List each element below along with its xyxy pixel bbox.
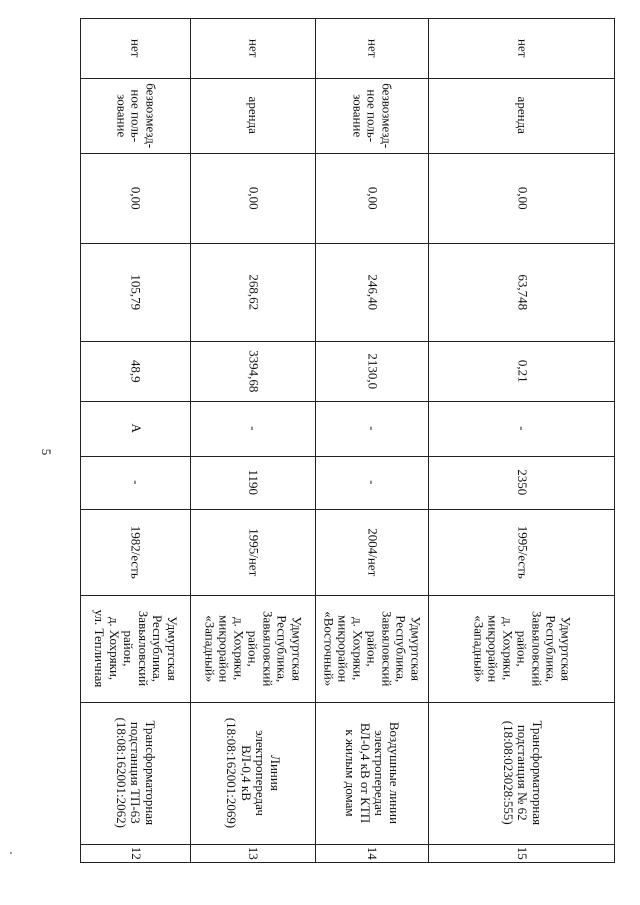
table-cell-area [428, 341, 615, 401]
cell-text: 2130,0 [364, 353, 380, 389]
table-cell-book-value [80, 243, 190, 341]
cell-text: аренда [245, 96, 261, 135]
cell-text: 2004/нет [364, 527, 380, 577]
table-cell-usage [190, 78, 315, 153]
table-cell-name [190, 702, 315, 844]
cell-text: 1190 [245, 469, 261, 496]
cell-text: Удмуртская Республика, Завьяловский район, д. Хохряки, микрорайон «Восточный» [321, 610, 424, 687]
cell-text: Трансформаторная подстанция № 62 (18:08:023028:555) [500, 720, 545, 826]
table-cell-encumbrance [428, 18, 615, 78]
table-cell-book-value [428, 243, 615, 341]
table-cell-residual-value [80, 153, 190, 243]
cell-text: 0,00 [245, 186, 261, 210]
table-cell-year-registration [428, 509, 615, 595]
table-cell-address [315, 595, 428, 702]
table-cell-number [80, 844, 190, 863]
table-cell-name [80, 702, 190, 844]
table-cell-book-value [190, 243, 315, 341]
table-cell-name [428, 702, 615, 844]
table-cell-usage [80, 78, 190, 153]
table-cell-length [190, 456, 315, 509]
table-cell-area [315, 341, 428, 401]
cell-text: Удмуртская Республика, Завьяловский район, д. Хохряки, микрорайон «Западный» [202, 610, 305, 687]
cell-text: 12 [128, 847, 144, 860]
cell-text: нет [128, 38, 144, 58]
table-cell-address [190, 595, 315, 702]
table-cell-number [428, 844, 615, 863]
cell-text: 63,748 [514, 274, 530, 310]
cell-text: нет [364, 38, 380, 58]
cell-text: Линия электропередач ВЛ-0,4 кВ (18:08:162001:2069) [224, 717, 283, 829]
cell-text: 0,21 [514, 359, 530, 383]
table-cell-category [190, 401, 315, 456]
cell-text: 48,9 [128, 359, 144, 383]
cell-text: 1982/есть [128, 525, 144, 579]
table-cell-number [190, 844, 315, 863]
cell-text: 268,62 [245, 274, 261, 310]
table-cell-year-registration [190, 509, 315, 595]
cell-text: 15 [514, 847, 530, 860]
cell-text: 3394,68 [245, 349, 261, 393]
table-cell-category [428, 401, 615, 456]
table-cell-area [80, 341, 190, 401]
cell-text: 105,79 [128, 274, 144, 310]
page-number: 5 [39, 448, 54, 456]
cell-text: - [514, 426, 530, 431]
cell-text: 0,00 [514, 186, 530, 210]
table-cell-area [190, 341, 315, 401]
table-cell-residual-value [428, 153, 615, 243]
cell-text: - [364, 426, 380, 431]
cell-text: Удмуртская Республика, Завьяловский район, д. Хохряки, микрорайон «Западный» [471, 610, 574, 687]
table-cell-usage [315, 78, 428, 153]
cell-text: нет [245, 38, 261, 58]
cell-text: безвозмезд- ное поль- зование [113, 82, 158, 148]
cell-text: 246,40 [364, 274, 380, 310]
cell-text: 1995/есть [514, 525, 530, 579]
table-cell-encumbrance [315, 18, 428, 78]
table-cell-encumbrance [80, 18, 190, 78]
table-cell-length [315, 456, 428, 509]
scan-speck [10, 852, 12, 854]
cell-text: А [128, 423, 144, 434]
cell-text: 1995/нет [245, 527, 261, 577]
cell-text: Воздушные линии электропередач ВЛ-0,4 кВ от КТП к жилым домам [343, 721, 402, 825]
cell-text: Трансформаторная подстанция ТП-63 (18:08:162001:2062) [113, 717, 158, 829]
cell-text: - [364, 480, 380, 485]
property-table [80, 18, 615, 863]
cell-text: Удмуртская Республика, Завьяловский район, д. Хохряки, ул. Тепличная [92, 609, 180, 688]
cell-text: аренда [514, 96, 530, 135]
cell-text: - [128, 480, 144, 485]
cell-text: 14 [364, 847, 380, 860]
table-cell-residual-value [190, 153, 315, 243]
cell-text: безвозмезд- ное поль- зование [350, 82, 395, 148]
cell-text: - [245, 426, 261, 431]
table-cell-encumbrance [190, 18, 315, 78]
table-cell-category [315, 401, 428, 456]
table-cell-book-value [315, 243, 428, 341]
table-cell-address [80, 595, 190, 702]
table-cell-year-registration [315, 509, 428, 595]
table-cell-address [428, 595, 615, 702]
table-cell-residual-value [315, 153, 428, 243]
table-cell-year-registration [80, 509, 190, 595]
table-cell-name [315, 702, 428, 844]
table-cell-length [428, 456, 615, 509]
table-cell-category [80, 401, 190, 456]
cell-text: нет [514, 38, 530, 58]
cell-text: 0,00 [364, 186, 380, 210]
cell-text: 0,00 [128, 186, 144, 210]
table-cell-usage [428, 78, 615, 153]
cell-text: 13 [245, 847, 261, 860]
cell-text: 2350 [514, 469, 530, 496]
table-cell-number [315, 844, 428, 863]
table-cell-length [80, 456, 190, 509]
